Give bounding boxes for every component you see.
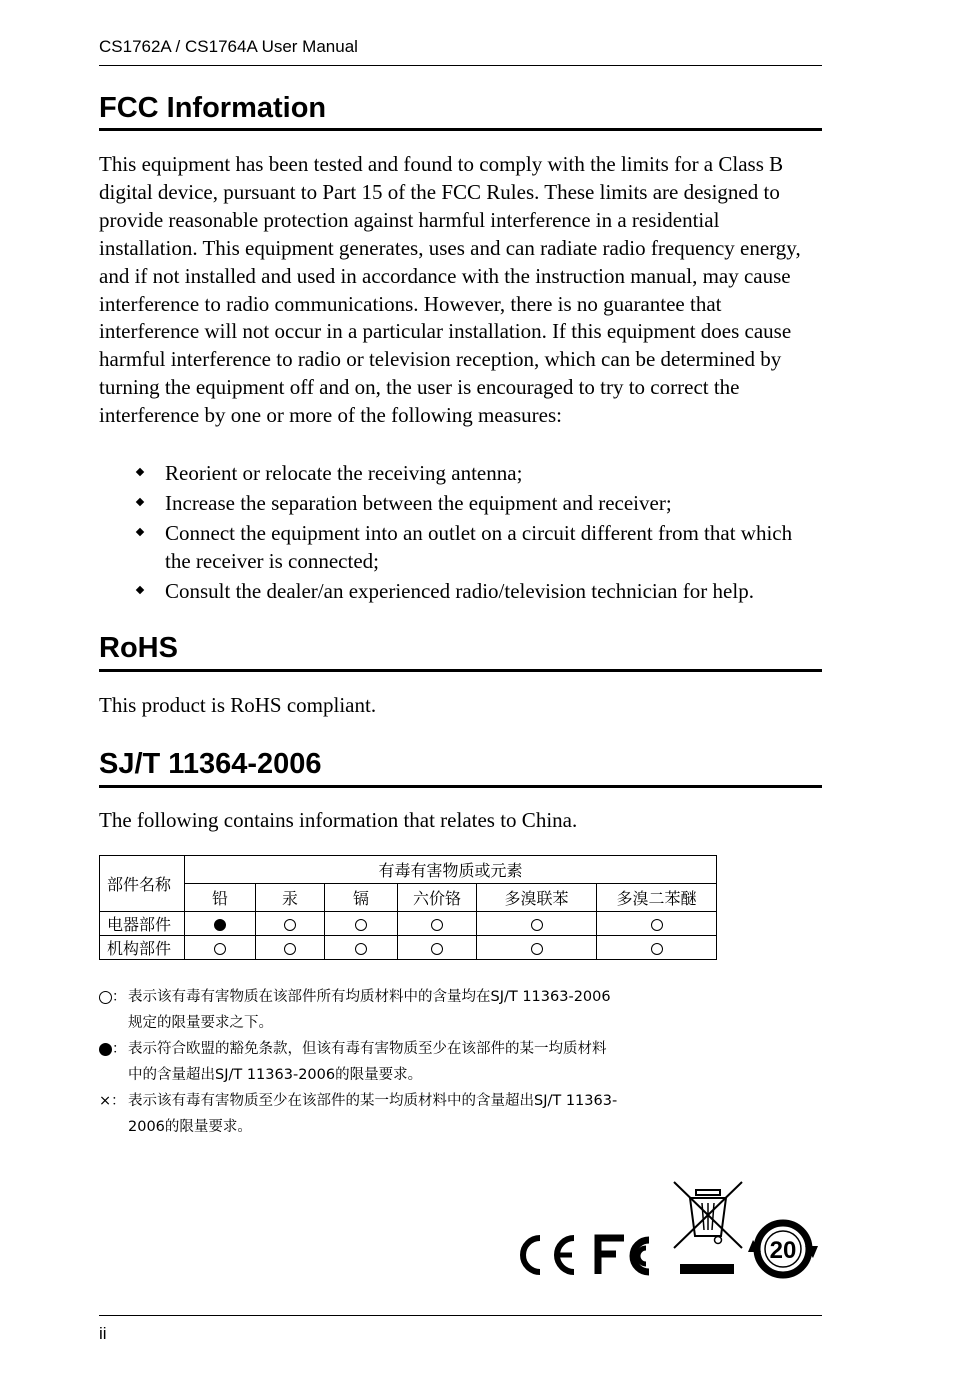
list-item: [99, 520, 821, 576]
measure-text: Connect the equipment into an outlet on a circuit different from that which the receiver is connected;: [165, 521, 793, 574]
substance-header-row: [100, 884, 717, 912]
fcc-paragraph: This equipment has been tested and found to comply with the limits for a Class B digital device, pursuant to Part 15 of the FCC Rules. These limits are designed to provide reasonable protection against harmful interference in a residential installation. This equipment generates, uses and can radiate radio frequency energy, and if not installed and used in accordance with the instruction manual, may cause interference to radio communications. However, there is no guarantee that interference will not occur in a particular installation. If this equipment does cause harmful interference to radio or television reception, which can be determined by turning the equipment off and on, the user is encouraged to try to correct the interference by one or more of the following measures:: [99, 152, 801, 428]
fcc-measures-list: [99, 460, 821, 608]
diamond-bullet-icon: [136, 586, 144, 594]
legend-text: 表示符合欧盟的豁免条款，但该有毒有害物质至少在该部件的某一均质材料中的含量超出SJ/T 11363-2006的限量要求。: [128, 1041, 607, 1083]
legend-text: 表示该有毒有害物质至少在该部件的某一均质材料中的含量超出SJ/T 11363-2006的限量要求。: [128, 1093, 618, 1135]
running-head: CS1762A / CS1764A User Manual: [99, 37, 358, 56]
list-item: [99, 490, 821, 518]
rohs-heading: RoHS: [99, 632, 178, 664]
open-circle-icon: [355, 919, 367, 931]
open-circle-icon: [214, 943, 226, 955]
measure-text: Consult the dealer/an experienced radio/television technician for help.: [165, 579, 754, 604]
rohs-paragraph: This product is RoHS compliant.: [99, 693, 377, 717]
table-row: [100, 912, 717, 936]
legend-colon: ：: [111, 1093, 126, 1109]
substance-header: 汞: [256, 884, 325, 912]
part-name-cell: 电器部件: [100, 912, 185, 936]
filled-circle-icon: [214, 919, 226, 931]
epup-20-icon: [748, 1223, 818, 1275]
part-name-cell: 机构部件: [100, 936, 185, 960]
measure-text: Reorient or relocate the receiving antenna;: [165, 461, 523, 485]
open-circle-icon: [431, 919, 443, 931]
legend-open-circle: [99, 984, 619, 1036]
part-name-header: 部件名称: [100, 856, 185, 912]
sjt-heading-rule: [99, 785, 822, 788]
fcc-heading-rule: [99, 128, 822, 131]
mark-cell: [185, 912, 256, 936]
table-header-row: [100, 856, 717, 884]
open-circle-icon: [651, 919, 663, 931]
substance-group-header: 有毒有害物质或元素: [185, 856, 717, 884]
legend-colon: ：: [112, 1041, 126, 1057]
mark-cell: [325, 912, 398, 936]
fcc-heading: FCC Information: [99, 92, 327, 124]
mark-cell: [477, 912, 597, 936]
substance-header: 多溴二苯醚: [597, 884, 717, 912]
list-item: [99, 460, 821, 488]
diamond-bullet-icon: [136, 528, 144, 536]
mark-cell: [256, 912, 325, 936]
weee-bin-icon: [674, 1182, 742, 1274]
table-row: [100, 936, 717, 960]
mark-cell: [477, 936, 597, 960]
legend-colon: ：: [112, 989, 126, 1005]
header-rule: [99, 65, 822, 66]
list-item: [99, 578, 821, 606]
cross-icon: ×: [99, 1093, 112, 1109]
mark-cell: [398, 912, 477, 936]
mark-cell: [597, 936, 717, 960]
fcc-mark-icon: [598, 1238, 649, 1274]
table-legend: [99, 984, 619, 1140]
open-circle-icon: [284, 943, 296, 955]
open-circle-icon: [531, 943, 543, 955]
open-circle-icon: [355, 943, 367, 955]
mark-cell: [597, 912, 717, 936]
epup-years-label: 20: [769, 1237, 797, 1264]
sjt-paragraph: The following contains information that relates to China.: [99, 808, 578, 832]
legend-filled-circle: [99, 1036, 619, 1088]
measure-text: Increase the separation between the equipment and receiver;: [165, 491, 672, 516]
legend-cross: [99, 1088, 619, 1140]
mark-cell: [185, 936, 256, 960]
ce-mark-icon: [523, 1238, 574, 1272]
hazardous-substances-table: [99, 855, 717, 960]
legend-text: 表示该有毒有害物质在该部件所有均质材料中的含量均在SJ/T 11363-2006规定的限量要求之下。: [128, 989, 611, 1031]
diamond-bullet-icon: [136, 498, 144, 506]
rohs-heading-rule: [99, 669, 822, 672]
sjt-heading: SJ/T 11364-2006: [99, 748, 322, 780]
mark-cell: [256, 936, 325, 960]
open-circle-icon: [431, 943, 443, 955]
open-circle-icon: [531, 919, 543, 931]
page-number: ii: [99, 1324, 107, 1343]
open-circle-icon: [651, 943, 663, 955]
mark-cell: [398, 936, 477, 960]
substance-header: 铅: [185, 884, 256, 912]
filled-circle-icon: [99, 1043, 112, 1056]
mark-cell: [325, 936, 398, 960]
substance-header: 多溴联苯: [477, 884, 597, 912]
open-circle-icon: [99, 991, 112, 1004]
compliance-logos: [512, 1178, 822, 1282]
footer-rule: [99, 1315, 822, 1316]
open-circle-icon: [284, 919, 296, 931]
substance-header: 六价铬: [398, 884, 477, 912]
diamond-bullet-icon: [136, 468, 144, 476]
substance-header: 镉: [325, 884, 398, 912]
